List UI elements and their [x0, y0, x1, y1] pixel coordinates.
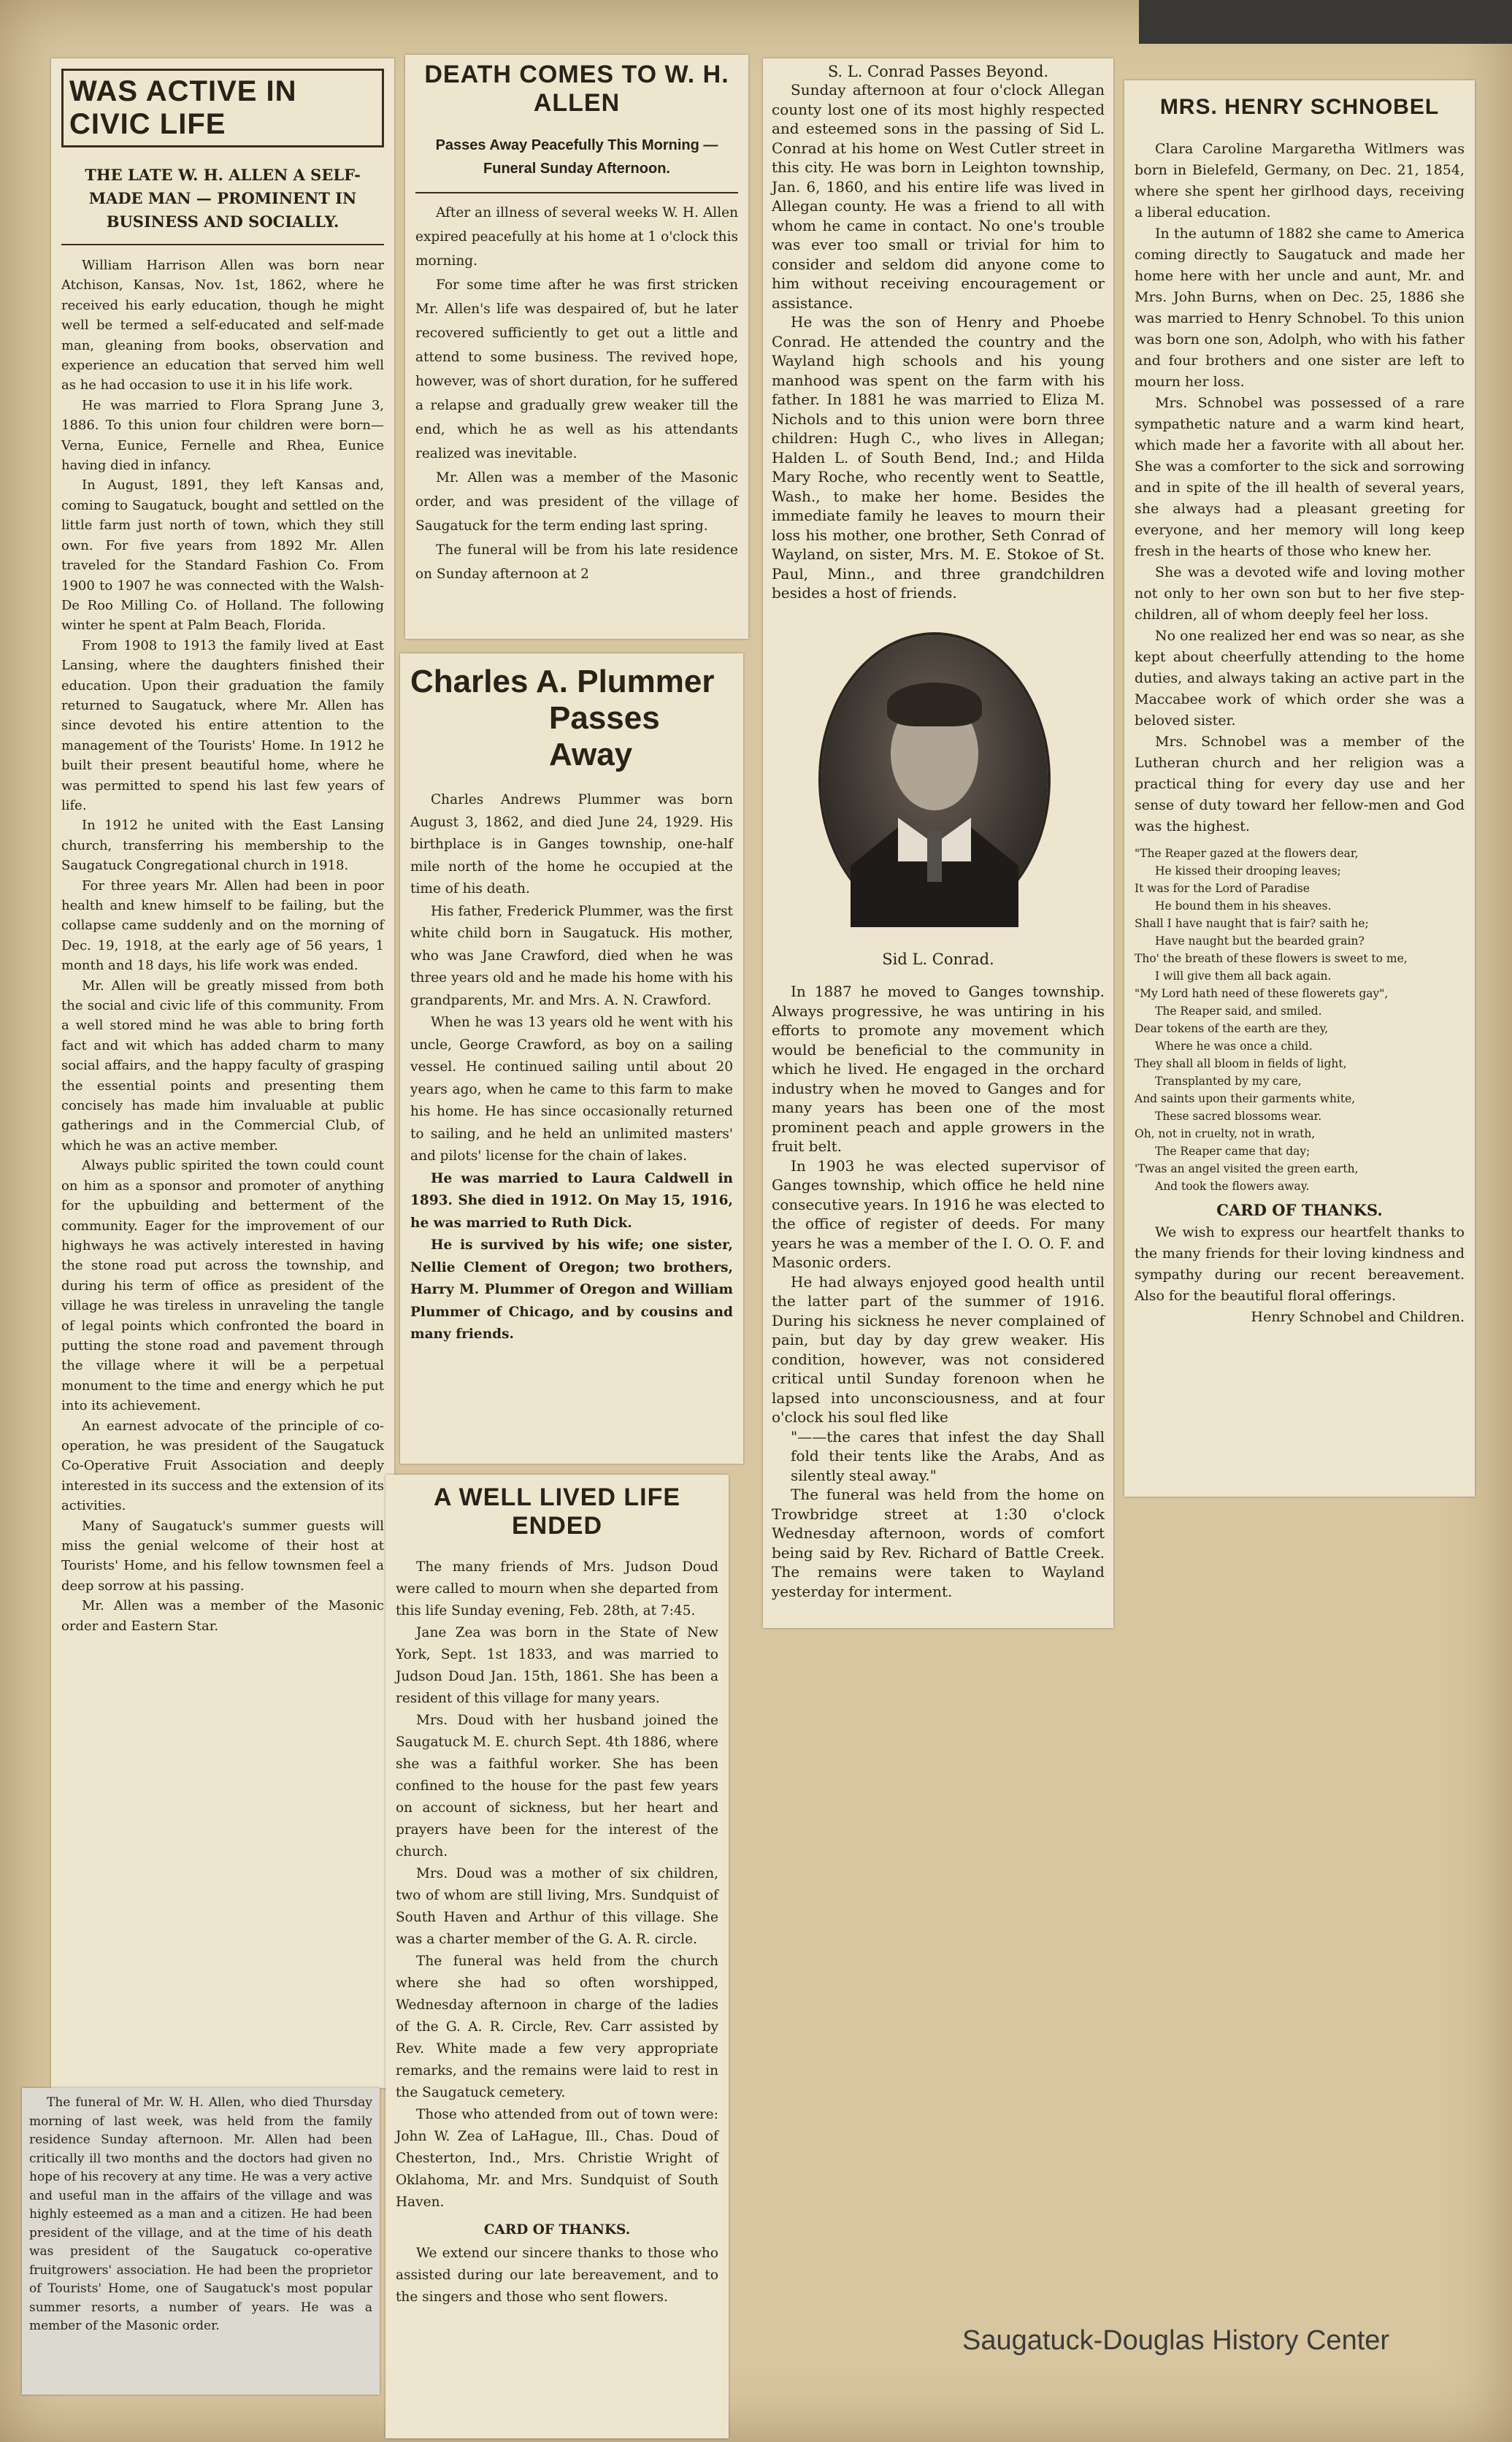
- death-allen-divider: [415, 192, 738, 193]
- poem-line: He bound them in his sheaves.: [1155, 899, 1332, 913]
- poem-line: The Reaper said, and smiled.: [1155, 1005, 1322, 1018]
- poem-line: Transplanted by my care,: [1155, 1075, 1302, 1088]
- death-allen-paragraph: After an illness of several weeks W. H. Allen expired peacefully at his home at 1 o'clock this morning.: [415, 205, 738, 269]
- doud-clipping: [385, 1475, 729, 2438]
- plummer-paragraph: He is survived by his wife; one sister, Nellie Clement of Oregon; two brothers, Harry M. Plummer of Oregon and William Plummer of Chicago, and by cousins and many friends.: [410, 1237, 733, 1342]
- death-allen-paragraph: Mr. Allen was a member of the Masonic order, and was president of the village of Saugatuck for the term ending last spring.: [415, 470, 738, 534]
- allen-clipping: [51, 58, 394, 2088]
- schnobel-thanks-title: CARD OF THANKS.: [1216, 1201, 1383, 1219]
- allen-paragraph: Many of Saugatuck's summer guests will miss the genial welcome of their host at Tourists' Home, and his fellow townsmen feel a deep sorrow at his passing.: [61, 1518, 384, 1594]
- poem-line: These sacred blossoms wear.: [1155, 1110, 1322, 1123]
- conrad-paragraph: In 1903 he was elected supervisor of Ganges township, which office he held nine consecutive years. In 1916 he was elected to the office of register of deeds. For many years he was a member of the I. O. O. F. and Masonic orders.: [772, 1156, 1105, 1271]
- allen-paragraph: In August, 1891, they left Kansas and, coming to Saugatuck, bought and settled on the little farm just north of town, which they still own. For five years from 1892 Mr. Allen traveled for the Standard Fashion Co. From 1900 to 1907 he was connected with the Walsh-De Roo Milling Co. of Holland. The following winter he spent at Palm Beach, Florida.: [61, 477, 384, 634]
- conrad-portrait: [821, 635, 1048, 924]
- allen-paragraph: In 1912 he united with the East Lansing church, transferring his membership to the Saugatuck Congregational church in 1918.: [61, 818, 384, 874]
- plummer-headline: Charles A. Plummer: [410, 664, 715, 699]
- schnobel-paragraph: Mrs. Schnobel was possessed of a rare sympathetic nature and a warm kind heart, which made her a favorite with all about her. She was a comforter to the sick and sorrowing and in spite of the ill health of several years, she always had a pleasant greeting for everyone, and her memory will long keep fresh in the hearts of those who knew her.: [1135, 395, 1465, 559]
- schnobel-paragraph: In the autumn of 1882 she came to America coming directly to Saugatuck and made her home here with her uncle and aunt, Mr. and Mrs. John Burns, when on Dec. 25, 1886 she was married to Henry Schnobel. To this union was born one son, Adolph, who with his father and four brothers and one sister are left to mourn her loss.: [1135, 226, 1465, 390]
- allen-funeral-text: The funeral of Mr. W. H. Allen, who died Thursday morning of last week, was held from the family residence Sunday afternoon. Mr. Allen had been critically ill two months and the doctors had given no hope of his recovery at any time. He was a very active and useful man in the affairs of the village and was highly esteemed as a man and a citizen. He had been president of the village, and at the time of his death was president of the Saugatuck co-operative fruitgrowers' association. He had been the proprietor of Tourists' Home, one of Saugatuck's most popular summer resorts, a number of years. He was a member of the Masonic order.: [29, 2095, 372, 2333]
- death-allen-paragraph: The funeral will be from his late residence on Sunday afternoon at 2: [415, 542, 738, 582]
- plummer-headline-2: Passes Away: [549, 700, 660, 772]
- doud-thanks-title: CARD OF THANKS.: [483, 2222, 631, 2238]
- poem-line: Oh, not in cruelty, not in wrath,: [1135, 1127, 1316, 1140]
- plummer-clipping: [400, 653, 743, 1464]
- conrad-body2: [772, 982, 1105, 1601]
- allen-divider: [61, 244, 384, 245]
- portrait-hair: [887, 683, 982, 726]
- poem-line: Tho' the breath of these flowers is sweet to me,: [1135, 952, 1408, 965]
- conrad-paragraph: He had always enjoyed good health until the latter part of the summer of 1916. During his sickness he never complained of pain, but day by day grew weaker. His condition, however, was not considered critical until Sunday forenoon when he lapsed into unconsciousness, and at four o'clock his soul fled like: [772, 1272, 1105, 1426]
- conrad-paragraph: Sunday afternoon at four o'clock Allegan county lost one of its most highly respected and esteemed sons in the passing of Sid L. Conrad at his home on West Cutler street in this city. He was born in Leighton township, Jan. 6, 1860, and his entire life was lived in Allegan county. He was a friend to all with whom he came in contact. No one's trouble was ever too small or trivial for him to consider and seldom did anyone come to him without receiving encouragement or assistance.: [772, 81, 1105, 312]
- allen-paragraph: Mr. Allen will be greatly missed from both the social and civic life of this community. From a well stored mind he was able to bring forth fact and wit which has added charm to many social affairs, and the happy faculty of grasping the essential points and presenting them concisely has made him invaluable at public gatherings and in the Commercial Club, of which he was an active member.: [61, 978, 384, 1153]
- watermark: Saugatuck-Douglas History Center: [962, 2325, 1390, 2356]
- poem-line: The Reaper came that day;: [1155, 1145, 1310, 1158]
- schnobel-paragraph: She was a devoted wife and loving mother not only to her own son but to her five step-children, all of whom deeply feel her loss.: [1135, 564, 1465, 623]
- schnobel-paragraph: Clara Caroline Margaretha Witlmers was born in Bielefeld, Germany, on Dec. 21, 1854, where she spent her girlhood days, receiving a liberal education.: [1135, 141, 1465, 220]
- doud-paragraph: The many friends of Mrs. Judson Doud were called to mourn when she departed from this life Sunday evening, Feb. 28th, at 7:45.: [396, 1559, 718, 1619]
- conrad-quote: "——the cares that infest the day Shall fold their tents like the Arabs, And as silently steal away.": [791, 1427, 1105, 1484]
- doud-paragraph: Mrs. Doud with her husband joined the Saugatuck M. E. church Sept. 4th 1886, where she was a faithful worker. She has been confined to the house for the past few years on account of sickness, but her heart and prayers have been for the interest of the church.: [396, 1713, 718, 1859]
- poem-line: "The Reaper gazed at the flowers dear,: [1135, 847, 1359, 860]
- conrad-headline: S. L. Conrad Passes Beyond.: [827, 63, 1049, 80]
- doud-thanks-text: We extend our sincere thanks to those who assisted during our late bereavement, and to the singers and those who sent flowers.: [396, 2246, 718, 2305]
- schnobel-paragraph: No one realized her end was so near, as she kept about cheerfully attending to the home duties, and always taking an active part in the Maccabee work of which order she was a beloved sister.: [1135, 628, 1465, 729]
- poem-line: Dear tokens of the earth are they,: [1135, 1022, 1329, 1035]
- plummer-paragraph: When he was 13 years old he went with his uncle, George Crawford, as boy on a sailing vessel. He continued sailing until about 20 years ago, when he came to this farm to make his home. He has since occasionally returned to sailing, and he held an unlimited masters' and pilots' license for the chain of lakes.: [410, 1015, 733, 1164]
- doud-paragraph: The funeral was held from the church where she had so often worshipped, Wednesday afternoon in charge of the ladies of the G. A. R. Circle, Rev. Carr assisted by Rev. White made a few very appropriate remarks, and the remains were laid to rest in the Saugatuck cemetery.: [396, 1954, 718, 2100]
- schnobel-thanks-text: We wish to express our heartfelt thanks to the many friends for their loving kindness and sympathy during our recent bereavement. Also for the beautiful floral offerings.: [1135, 1224, 1465, 1304]
- doud-paragraph: Mrs. Doud was a mother of six children, two of whom are still living, Mrs. Sundquist of South Haven and Arthur of this village. She was a charter member of the G. A. R. circle.: [396, 1866, 718, 1947]
- poem-line: It was for the Lord of Paradise: [1135, 882, 1310, 895]
- poem-line: And took the flowers away.: [1155, 1180, 1310, 1193]
- doud-headline: A WELL LIVED LIFE ENDED: [433, 1483, 681, 1540]
- plummer-paragraph: He was married to Laura Caldwell in 1893. She died in 1912. On May 15, 1916, he was married to Ruth Dick.: [410, 1170, 733, 1231]
- schnobel-clipping: [1124, 80, 1475, 1497]
- allen-paragraph: Always public spirited the town could count on him as a sponsor and promoter of anything for the upbuilding and betterment of the community. Eager for the improvement of our highways he was actively interested in having the stone road put across the township, and during his term of office as president of the village he was tireless in unraveling the tangle of legal points which confronted the board in putting the stone road and pavement through the village where it will be a perpetual monument to the time and energy which he put into its achievement.: [61, 1158, 384, 1414]
- allen-paragraph: An earnest advocate of the principle of co-operation, he was president of the Saugatuck Co-Operative Fruit Association and deeply interested in its success and the extension of its activities.: [61, 1418, 384, 1514]
- conrad-paragraph: In 1887 he moved to Ganges township. Always progressive, he was untiring in his efforts to promote any movement which would be beneficial to the community in which he lived. He engaged in the orchard industry when he moved to Ganges and for many years has been one of the most prominent peach and apple growers in the fruit belt.: [772, 983, 1105, 1155]
- poem-line: Where he was once a child.: [1155, 1040, 1313, 1053]
- allen-paragraph: Mr. Allen was a member of the Masonic order and Eastern Star.: [61, 1598, 384, 1634]
- poem-line: I will give them all back again.: [1155, 969, 1332, 983]
- conrad-paragraph: The funeral was held from the home on Trowbridge street at 1:30 o'clock Wednesday afternoon, words of comfort being said by Rev. Richard of Battle Creek. The remains were taken to Wayland yesterday for interment.: [772, 1486, 1105, 1600]
- poem-line: Have naught but the bearded grain?: [1155, 934, 1365, 948]
- poem-line: They shall all bloom in fields of light,: [1135, 1057, 1347, 1070]
- death-allen-subhead: Passes Away Peacefully This Morning —Funeral Sunday Afternoon.: [435, 137, 718, 177]
- death-allen-headline: DEATH COMES TO W. H. ALLEN: [424, 61, 729, 117]
- death-allen-paragraph: For some time after he was first stricken Mr. Allen's life was despaired of, but he later recovered sufficiently to get out a little and attend to some business. The revived hope, however, was of short duration, for he suffered a relapse and gradually grew weaker till the end, which he as well as his attendants realized was inevitable.: [415, 277, 738, 461]
- portrait-tie: [927, 831, 942, 882]
- conrad-paragraph: He was the son of Henry and Phoebe Conrad. He attended the country and the Wayland high schools and his young manhood was spent on the farm with his father. In 1881 he was married to Eliza M. Nichols and to this union were born three children: Hugh C., who lives in Allegan; Halden L. of South Bend, Ind.; and Hilda Mary Roche, who recently went to Seattle, Wash., to make her home. Besides the immediate family he leaves to mourn their loss his mother, one brother, Seth Conrad of Wayland, on sister, Mrs. M. E. Stokoe of St. Paul, Minn., and three grandchildren besides a host of friends.: [772, 313, 1105, 602]
- allen-paragraph: For three years Mr. Allen had been in poor health and knew himself to be failing, but the collapse came suddenly and on the morning of Dec. 19, 1918, at the early age of 56 years, 1 month and 18 days, his life work was ended.: [61, 878, 384, 974]
- poem-line: "My Lord hath need of these flowerets gay",: [1135, 987, 1389, 1000]
- poem-line: He kissed their drooping leaves;: [1155, 864, 1341, 878]
- doud-paragraph: Jane Zea was born in the State of New York, Sept. 1st 1833, and was married to Judson Doud Jan. 15th, 1861. She has been a resident of this village for many years.: [396, 1625, 718, 1706]
- allen-paragraph: He was married to Flora Sprang June 3, 1886. To this union four children were born—Verna, Eunice, Fernelle and Rhea, Eunice having died in infancy.: [61, 397, 384, 474]
- schnobel-thanks-signature: Henry Schnobel and Children.: [1251, 1309, 1465, 1325]
- allen-headline: WAS ACTIVE IN CIVIC LIFE: [61, 69, 384, 147]
- death-allen-clipping: [405, 55, 748, 639]
- allen-paragraph: William Harrison Allen was born near Atchison, Kansas, Nov. 1st, 1862, where he received his early education, though he might well be termed a self-educated and self-made man, gleaning from books, observation and experience an education that served him well as he had occasion to use it in his life work.: [61, 258, 384, 393]
- plummer-paragraph: His father, Frederick Plummer, was the first white child born in Saugatuck. His mother, who was Jane Crawford, died when he was three years old and he made his home with his grandparents, Mr. and Mrs. A. N. Crawford.: [410, 903, 733, 1008]
- poem-line: And saints upon their garments white,: [1135, 1092, 1356, 1105]
- allen-paragraph: From 1908 to 1913 the family lived at East Lansing, where the daughters finished their education. Upon their graduation the family returned to Saugatuck, where Mr. Allen has since devoted his entire attention to the management of the Tourists' Home. In 1912 he built their present beautiful home, where he was permitted to spend his last few years of life.: [61, 637, 384, 813]
- schnobel-poem: [1135, 845, 1465, 1195]
- allen-funeral-clipping: [22, 2088, 380, 2395]
- poem-line: 'Twas an angel visited the green earth,: [1135, 1162, 1359, 1175]
- plummer-paragraph: Charles Andrews Plummer was born August 3, 1862, and died June 24, 1929. His birthplace is in Ganges township, one-half mile north of the home he occupied at the time of his death.: [410, 792, 733, 896]
- allen-subhead: THE LATE W. H. ALLEN A SELF-MADE MAN — PROMINENT IN BUSINESS AND SOCIALLY.: [85, 166, 361, 231]
- doud-paragraph: Those who attended from out of town were: John W. Zea of LaHague, Ill., Chas. Doud of Chesterton, Ind., Mrs. Christie Wright of Oklahoma, Mr. and Mrs. Sundquist of South Haven.: [396, 2107, 718, 2210]
- poem-line: Shall I have naught that is fair? saith he;: [1135, 917, 1369, 930]
- schnobel-headline: MRS. HENRY SCHNOBEL: [1159, 95, 1440, 119]
- background-edge: [1139, 0, 1512, 44]
- schnobel-paragraph: Mrs. Schnobel was a member of the Lutheran church and her religion was a practical thing for every day use and her sense of duty toward her fellow-men and God was the highest.: [1135, 734, 1465, 834]
- conrad-caption: Sid L. Conrad.: [882, 951, 994, 968]
